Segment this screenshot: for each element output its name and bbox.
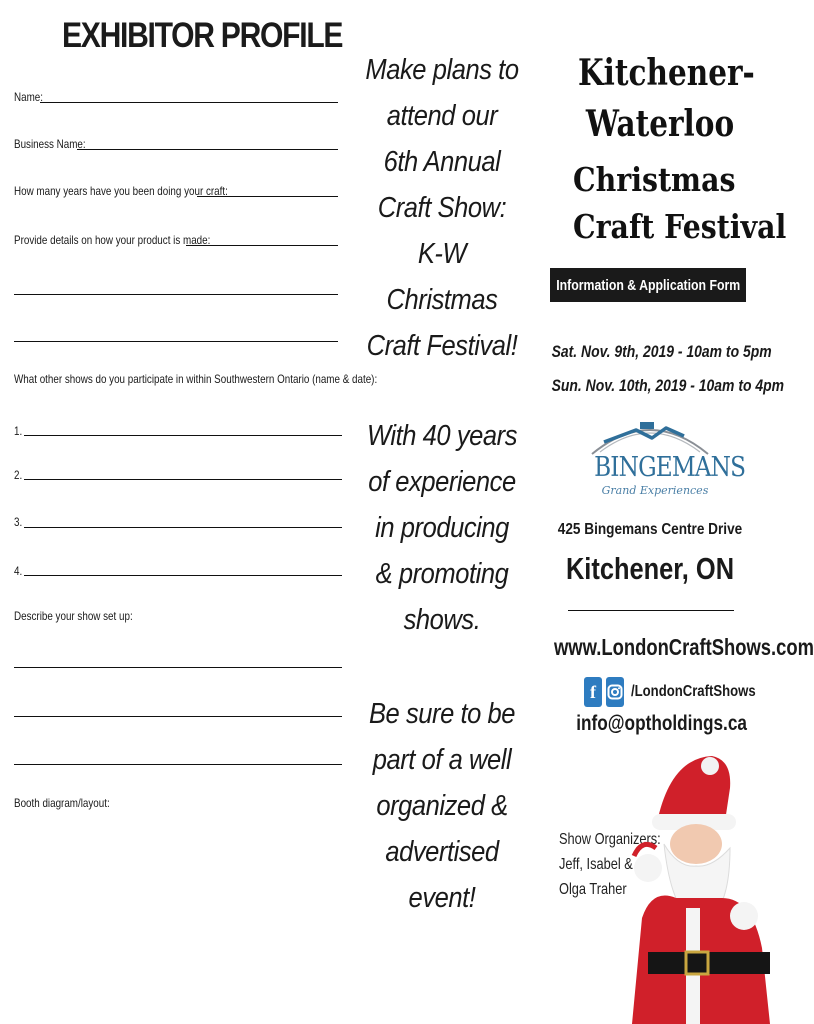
bingemans-logo-text: BINGEMANS (594, 452, 746, 483)
event-title-line-1: Kitchener- (578, 52, 755, 94)
business-name-field[interactable] (77, 149, 338, 150)
promo-line: Be sure to be (368, 698, 516, 730)
setup-field-line-1[interactable] (14, 667, 342, 668)
promo-line: & promoting (375, 558, 509, 590)
promo-line: event! (408, 882, 476, 914)
contact-email[interactable]: info@optholdings.ca (576, 712, 748, 735)
social-handle[interactable]: /LondonCraftShows (631, 683, 756, 700)
event-title-line-2: Waterloo (585, 103, 735, 145)
promo-paragraph-experience (352, 413, 532, 643)
show-item-number: 3. (14, 515, 23, 529)
santa-claus-image (612, 748, 770, 1024)
promo-line: shows. (403, 604, 481, 636)
years-label: How many years have you been doing your craft: (14, 184, 228, 198)
venue-city: Kitchener, ON (565, 551, 735, 586)
divider (568, 610, 734, 611)
promo-line: Christmas (386, 284, 498, 316)
show-item-field-4[interactable] (24, 575, 342, 576)
promo-paragraph-event (352, 691, 532, 921)
show-item-number: 4. (14, 564, 23, 578)
bingemans-tagline: Grand Experiences (601, 484, 709, 497)
event-title-line-3: Christmas (573, 160, 736, 199)
show-item-field-2[interactable] (24, 479, 342, 480)
show-item-number: 1. (14, 424, 23, 438)
promo-line: organized & (376, 790, 508, 822)
event-date-saturday: Sat. Nov. 9th, 2019 - 10am to 5pm (551, 342, 772, 361)
setup-label: Describe your show set up: (14, 609, 133, 623)
promo-line: attend our (386, 100, 498, 132)
website-link[interactable]: www.LondonCraftShows.com (554, 634, 814, 660)
organizers-line: Jeff, Isabel & (559, 856, 633, 873)
info-banner (550, 268, 746, 302)
promo-line: 6th Annual (383, 146, 501, 178)
booth-diagram-label: Booth diagram/layout: (14, 796, 110, 810)
facebook-icon[interactable]: f (584, 677, 602, 707)
promo-line: Craft Show: (377, 192, 507, 224)
promo-line: Make plans to (365, 54, 519, 86)
promo-line: part of a well (372, 744, 512, 776)
instagram-glyph (607, 683, 623, 701)
promo-line: in producing (375, 512, 509, 544)
social-row (584, 674, 783, 710)
promo-line: K-W (417, 238, 467, 270)
years-field[interactable] (197, 196, 338, 197)
business-name-label: Business Name: (14, 137, 86, 151)
event-date-sunday: Sun. Nov. 10th, 2019 - 10am to 4pm (551, 376, 785, 395)
product-field-line-3[interactable] (14, 341, 338, 342)
promo-line: of experience (368, 466, 516, 498)
bingemans-arch-icon (580, 412, 720, 456)
show-item-number: 2. (14, 468, 23, 482)
promo-line: Craft Festival! (366, 330, 518, 362)
name-label: Name: (14, 90, 43, 104)
organizers-line: Olga Traher (559, 881, 627, 898)
form-title: EXHIBITOR PROFILE (62, 16, 343, 55)
show-item-field-3[interactable] (24, 527, 342, 528)
venue-address: 425 Bingemans Centre Drive (557, 521, 743, 538)
organizers-line: Show Organizers: (559, 831, 661, 848)
event-title-line-4: Craft Festival (573, 207, 787, 246)
show-item-field-1[interactable] (24, 435, 342, 436)
promo-line: With 40 years (366, 420, 518, 452)
promo-paragraph-invite (352, 47, 532, 369)
name-field[interactable] (40, 102, 338, 103)
product-label: Provide details on how your product is made: (14, 233, 211, 247)
promo-line: advertised (385, 836, 499, 868)
product-field[interactable] (186, 245, 338, 246)
product-field-line-2[interactable] (14, 294, 338, 295)
info-banner-text: Information & Application Form (555, 276, 741, 294)
instagram-icon[interactable] (606, 677, 624, 707)
setup-field-line-3[interactable] (14, 764, 342, 765)
bingemans-logo (580, 412, 746, 504)
setup-field-line-2[interactable] (14, 716, 342, 717)
other-shows-label: What other shows do you participate in within Southwestern Ontario (name & date): (14, 372, 378, 386)
